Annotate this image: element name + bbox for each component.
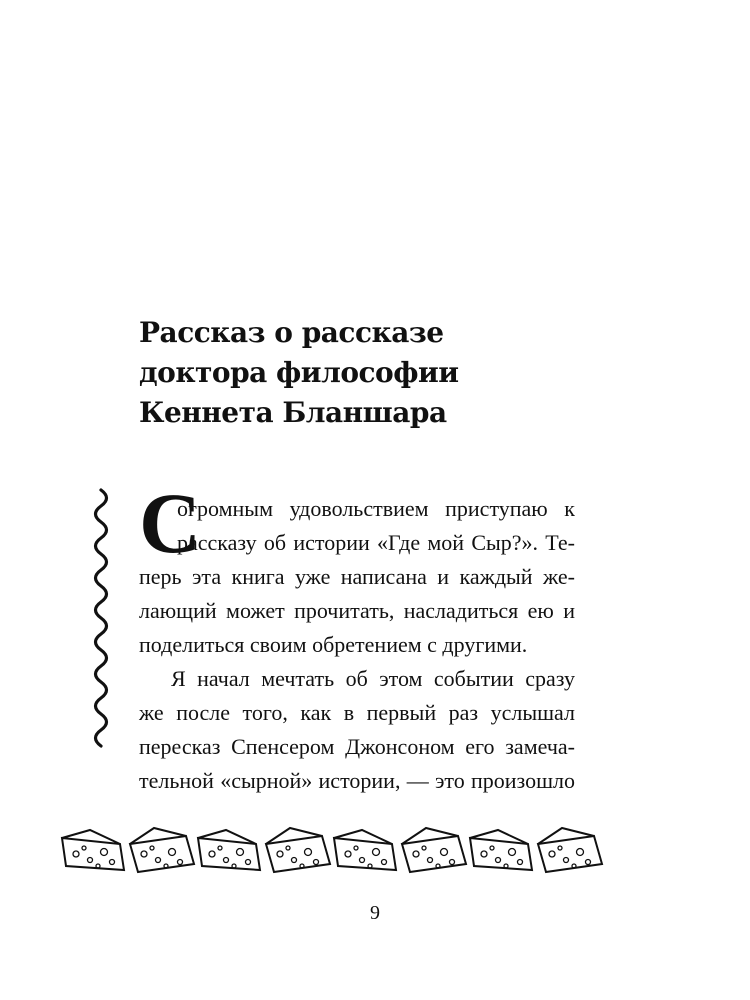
paragraph-1 <box>139 492 575 662</box>
text-line: огромным удовольствием приступаю к <box>177 496 575 521</box>
cheese-wedge-icon <box>130 828 194 872</box>
page-number: 9 <box>370 902 380 924</box>
cheese-wedge-icon <box>62 830 124 870</box>
text-line: тельной «сырной» истории, — это произошло <box>139 768 575 793</box>
chapter-title <box>139 313 619 433</box>
text-line: поделиться своим обретением с другими. <box>139 632 528 657</box>
body-text <box>139 492 575 798</box>
title-line-3: Кеннета Бланшара <box>139 396 447 429</box>
text-line: лающий может прочитать, насладиться ею и <box>139 598 575 623</box>
wavy-line-icon <box>88 488 114 750</box>
cheese-wedge-icon <box>402 828 466 872</box>
title-line-2: доктора философии <box>139 356 459 389</box>
cheese-wedge-icon <box>538 828 602 872</box>
text-line: пересказ Спенсером Джонсоном его замеча- <box>139 734 575 759</box>
cheese-wedge-border-icon <box>58 826 618 882</box>
cheese-wedge-icon <box>198 830 260 870</box>
title-line-1: Рассказ о рассказе <box>139 316 444 349</box>
cheese-wedge-icon <box>334 830 396 870</box>
text-line: Я начал мечтать об этом событии сразу <box>171 666 575 691</box>
cheese-wedge-icon <box>470 830 532 870</box>
text-line: перь эта книга уже написана и каждый же- <box>139 564 575 589</box>
text-line: же после того, как в первый раз услышал <box>139 700 575 725</box>
paragraph-2 <box>139 662 575 798</box>
drop-cap: С <box>139 475 202 571</box>
text-line: рассказу об истории «Где мой Сыр?». Те- <box>177 530 575 555</box>
cheese-wedge-icon <box>266 828 330 872</box>
